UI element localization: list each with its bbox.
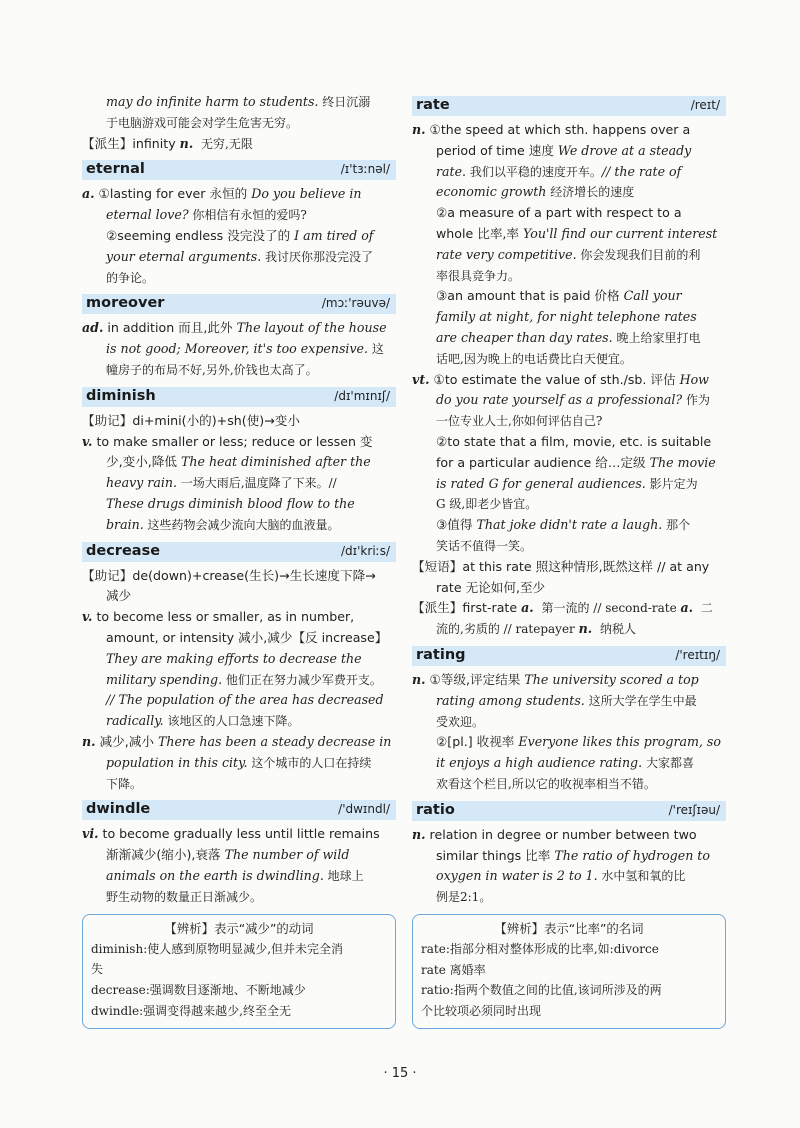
- entry-header-decrease: decrease /dɪ'kriːs/: [82, 542, 396, 562]
- usage-box-line: diminish:使人感到原物明显减少,但并未完全消: [91, 941, 344, 956]
- moreover-line-3: 幢房子的布局不好,另外,价钱也太高了。: [106, 362, 318, 377]
- decrease-line-1: v. to become less or smaller, as in number,: [82, 609, 355, 625]
- derive-infinite: 【派生】infinity n. 无穷,无限: [82, 135, 253, 151]
- usage-box-title: 【辨析】表示“减少”的动词: [164, 920, 314, 936]
- usage-box-title: 【辨析】表示“比率”的名词: [494, 920, 644, 936]
- intro-line-2: 于电脑游戏可能会对学生危害无穷。: [106, 115, 299, 130]
- usage-box-line: 失: [91, 962, 104, 977]
- intro-line-1: may do infinite harm to students. 终日沉溺: [106, 94, 371, 109]
- rate-vt-line-2: do you rate yourself as a professional? 作为: [436, 392, 710, 408]
- eternal-line-3: ②seeming endless 没完没了的 I am tired of: [106, 227, 374, 243]
- entry-header-dwindle: dwindle /'dwɪndl/: [82, 800, 396, 820]
- rate-vt-line-7: G 级,即老少皆宜。: [436, 497, 538, 512]
- rate-line-6: whole 比率,率 You'll find our current interest: [436, 225, 718, 241]
- ratio-line-1: n. relation in degree or number between two: [412, 826, 697, 842]
- left-column: [82, 92, 396, 1029]
- moreover-line-2: is not good; Moreover, it's too expensive. 这: [106, 341, 384, 357]
- entry-header-rating: rating /'reɪtɪŋ/: [412, 646, 726, 666]
- diminish-line-1: v. to make smaller or less; reduce or lessen 变: [82, 433, 373, 449]
- ratio-line-3: oxygen in water is 2 to 1. 水中氢和氧的比: [436, 868, 686, 884]
- rate-vt-line-6: is rated G for general audiences. 影片定为: [436, 475, 698, 491]
- rate-line-5: ②a measure of a part with respect to a: [436, 205, 682, 221]
- rating-line-3: 受欢迎。: [436, 714, 485, 729]
- usage-box-ratio: [412, 914, 726, 1029]
- eternal-line-5: 的争论。: [106, 270, 155, 285]
- rating-line-2: rating among students. 这所大学在学生中最: [436, 692, 697, 708]
- rate-vt-line-8: ③值得 That joke didn't rate a laugh. 那个: [436, 517, 691, 533]
- rate-line-8: 率很具竞争力。: [436, 268, 521, 283]
- decrease-line-3: They are making efforts to decrease the: [106, 650, 362, 666]
- ratio-line-2: similar things 比率 The ratio of hydrogen to: [436, 847, 710, 863]
- eternal-line-4: your eternal arguments. 我讨厌你那没完没了: [106, 248, 374, 264]
- decrease-line-2: amount, or intensity 减小,减少【反 increase】: [106, 629, 388, 645]
- rate-line-2: period of time 速度 We drove at a steady: [436, 142, 692, 158]
- decrease-mnemonic-2: 减少: [106, 588, 132, 604]
- rate-line-7: rate very competitive. 你会发现我们目前的利: [436, 246, 701, 262]
- rate-vt-line-1: vt. ①to estimate the value of sth./sb. 评估 How: [412, 371, 709, 387]
- page-number: · 15 ·: [383, 1066, 417, 1081]
- rating-line-1: n. ①等级,评定结果 The university scored a top: [412, 671, 699, 687]
- entry-header-ratio: ratio /'reɪʃɪəu/: [412, 801, 726, 821]
- decrease-n-line-1: n. 减少,减小 There has been a steady decrease in: [82, 733, 392, 749]
- diminish-line-3: heavy rain. 一场大雨后,温度降了下来。//: [106, 475, 337, 491]
- rate-vt-line-9: 笑话不值得一笑。: [436, 538, 533, 553]
- diminish-mnemonic: 【助记】di+mini(小的)+sh(使)→变小: [82, 412, 300, 428]
- entry-header-diminish: diminish /dɪ'mɪnɪʃ/: [82, 387, 396, 407]
- rating-line-5: it enjoys a high audience rating. 大家都喜: [436, 755, 694, 771]
- rate-vt-line-5: for a particular audience 给…定级 The movie: [436, 454, 716, 470]
- decrease-line-5: // The population of the area has decreased: [106, 692, 384, 708]
- rate-phrase: 【短语】at this rate 照这种情形,既然这样 // at any: [412, 558, 710, 574]
- rate-phrase-2: rate 无论如何,至少: [436, 579, 546, 595]
- eternal-line-1: a. ①lasting for ever 永恒的 Do you believe in: [82, 186, 362, 202]
- entry-header-moreover: moreover /mɔː'rəuvə/: [82, 294, 396, 314]
- usage-box-decrease: [82, 914, 396, 1029]
- usage-box-line: 个比较项必须同时出现: [421, 1004, 542, 1019]
- usage-box-line: rate 离婚率: [421, 962, 486, 977]
- dwindle-line-1: vi. to become gradually less until little remains: [82, 826, 380, 842]
- rate-vt-line-4: ②to state that a film, movie, etc. is suitable: [436, 433, 712, 449]
- rate-line-3: rate. 我们以平稳的速度开车。// the rate of: [436, 163, 682, 179]
- eternal-line-2: eternal love? 你相信有永恒的爱吗?: [106, 207, 307, 223]
- diminish-line-5: brain. 这些药物会减少流向大脑的血液量。: [106, 516, 340, 532]
- decrease-n-line-2: population in this city. 这个城市的人口在持续: [106, 754, 372, 770]
- ratio-line-4: 例是2:1。: [436, 890, 492, 905]
- decrease-n-line-3: 下降。: [106, 776, 143, 791]
- decrease-line-6: radically. 该地区的人口急速下降。: [106, 713, 300, 729]
- rating-line-4: ②[pl.] 收视率 Everyone likes this program, so: [436, 734, 721, 750]
- usage-box-line: rate:指部分相对整体形成的比率,如:divorce: [421, 941, 659, 956]
- rate-derive-2: 流的,劣质的 // ratepayer n. 纳税人: [436, 621, 636, 637]
- diminish-line-4: These drugs diminish blood flow to the: [106, 495, 355, 511]
- entry-header-eternal: eternal /ɪ'tɜːnəl/: [82, 160, 396, 180]
- rate-line-4: economic growth 经济增长的速度: [436, 184, 635, 200]
- dwindle-line-2: 渐渐减少(缩小),衰落 The number of wild: [106, 847, 350, 863]
- rate-line-10: family at night, for night telephone rates: [436, 309, 697, 325]
- rate-derive: 【派生】first-rate a. 第一流的 // second-rate a. 二: [412, 600, 713, 616]
- decrease-line-4: military spending. 他们正在努力减少军费开支。: [106, 671, 382, 687]
- right-column: [412, 92, 726, 1029]
- diminish-line-2: 少,变小,降低 The heat diminished after the: [106, 454, 371, 470]
- entry-header-rate: rate /reɪt/: [412, 96, 726, 116]
- rating-line-6: 欢看这个栏目,所以它的收视率相当不错。: [436, 776, 656, 791]
- dwindle-line-3: animals on the earth is dwindling. 地球上: [106, 867, 364, 883]
- rate-line-9: ③an amount that is paid 价格 Call your: [436, 288, 682, 304]
- usage-box-line: ratio:指两个数值之间的比值,该词所涉及的两: [421, 983, 662, 998]
- usage-box-line: decrease:强调数目逐渐地、不断地减少: [91, 983, 306, 998]
- rate-line-1: n. ①the speed at which sth. happens over a: [412, 122, 691, 137]
- rate-vt-line-3: 一位专业人士,你如何评估自己?: [436, 414, 603, 429]
- moreover-line-1: ad. in addition 而且,此外 The layout of the house: [82, 320, 387, 336]
- usage-box-line: dwindle:强调变得越来越少,终至全无: [91, 1003, 291, 1018]
- rate-line-12: 话吧,因为晚上的电话费比白天便宜。: [436, 351, 632, 366]
- decrease-mnemonic: 【助记】de(down)+crease(生长)→生长速度下降→: [82, 567, 376, 583]
- dwindle-line-4: 野生动物的数量正日渐减少。: [106, 889, 263, 904]
- rate-line-11: are cheaper than day rates. 晚上给家里打电: [436, 329, 701, 345]
